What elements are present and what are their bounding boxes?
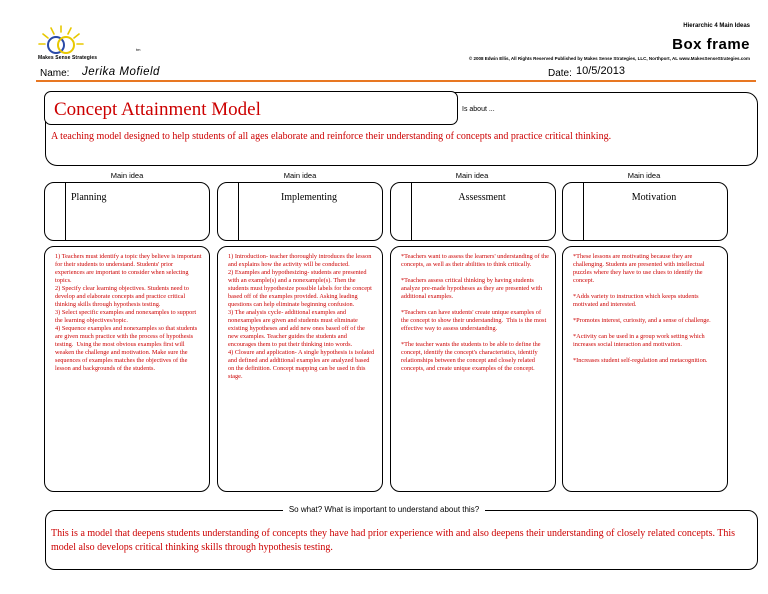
main-idea-box-implementing <box>217 182 383 241</box>
details-box-motivation <box>562 246 728 492</box>
name-value: Jerika Mofield <box>82 66 160 78</box>
header-divider <box>36 80 756 82</box>
main-idea-label: Main idea <box>110 171 144 180</box>
details-box-planning <box>44 246 210 492</box>
main-idea-title: Motivation <box>631 192 677 203</box>
box-divider <box>411 183 412 240</box>
hierarchic-label: Hierarchic 4 Main Ideas <box>683 23 750 29</box>
is-about-label: Is about ... <box>462 106 495 113</box>
brand-name: Makes Sense Strategies <box>38 55 98 61</box>
box-divider <box>583 183 584 240</box>
box-divider <box>65 183 66 240</box>
main-idea-title: Implementing <box>280 192 338 203</box>
date-label: Date: <box>548 68 572 79</box>
copyright-line: © 2008 Edwin Ellis, All Rights Reserved Published by Makes Sense Strategies, LLC, Northport, AL www.MakesSenseStrategies.com <box>468 56 750 61</box>
main-idea-box-planning <box>44 182 210 241</box>
frame-type-title: Box frame <box>672 36 750 53</box>
topic-title: Concept Attainment Model <box>54 99 261 120</box>
summary-text: This is a model that deepens students understanding of concepts they have had prior experience with and also deepens their understanding of closely related concepts. This model also develops critical thinking skills through hypothesis testing. <box>51 528 736 553</box>
main-idea-title: Planning <box>71 192 107 203</box>
trademark: tm <box>136 47 141 52</box>
details-text: *These lessons are motivating because they are challenging. Students are presented with intellectual puzzles where they have to use clues to identify the concept. *Adds variety to instruction which keeps students motivated and interested. *Promotes interest, curiosity, and a sense of challenge. *Activity can be used in a group work setting which increases social interaction and motivation. *Increases student self-regulation and metacognition. <box>573 253 711 364</box>
main-idea-box-assessment <box>390 182 556 241</box>
date-value: 10/5/2013 <box>576 65 625 77</box>
so-what-text: So what? What is important to understand about this? <box>283 505 485 514</box>
name-label: Name: <box>40 68 70 79</box>
box-divider <box>238 183 239 240</box>
main-idea-label: Main idea <box>455 171 489 180</box>
details-text: 1) Introduction- teacher thoroughly introduces the lesson and explains how the activity will be conducted. 2) Examples and hypothesizing- students are presented with an example(s) and a nonexample(s). Then the students must hypothesize possible labels for the concept based off of the examples provided. Asking leading questions can help eliminate beginning confusion. 3) The analysis cycle- additional examples and nonexamples are given and students must eliminate existing hypotheses and add new ones based off of the new examples. Teacher guides the students and encourages them to put their thinking into words. 4) Closure and application- A single hypothesis is isolated and defined and additional examples are analyzed based on the definition. Concept mapping can be used in this stage. <box>228 253 375 380</box>
details-box-implementing <box>217 246 383 492</box>
details-box-assessment <box>390 246 556 492</box>
so-what-prompt <box>0 505 768 514</box>
main-idea-label: Main idea <box>283 171 317 180</box>
main-idea-label: Main idea <box>627 171 661 180</box>
main-idea-box-motivation <box>562 182 728 241</box>
details-text: *Teachers want to assess the learners' understanding of the concepts, as well as their abilities to think critically. *Teachers assess critical thinking by having students analyze pre-made hypotheses as they are presented with additional examples. *Teachers can have students' create unique examples of the concept to show their understanding. This is the most effective way to assess understanding. *The teacher wants the students to be able to define the concept, identify the concept's characteristics, identify relationships between the concept and closely related concepts, and create unique examples of the concept. <box>401 253 549 372</box>
details-text: 1) Teachers must identify a topic they believe is important for their students to understand. Students' prior experiences are important to consider when selecting topics. 2) Specify clear learning objectives. Students need to develop and elaborate concepts and practice critical thinking skills through hypothesis testing. 3) Select specific examples and nonexamples to support the learning objectives/topic. 4) Sequence examples and nonexamples so that students are given much practice with the process of hypothesis testing. Using the most obvious examples first will weaken the challenge and motivation. Make sure the sequences of examples matches the objectives of the lesson and backgrounds of the students. <box>55 253 202 372</box>
topic-description: A teaching model designed to help students of all ages elaborate and reinforce their understanding of concepts and practice critical thinking. <box>51 131 612 142</box>
main-idea-title: Assessment <box>458 192 506 203</box>
